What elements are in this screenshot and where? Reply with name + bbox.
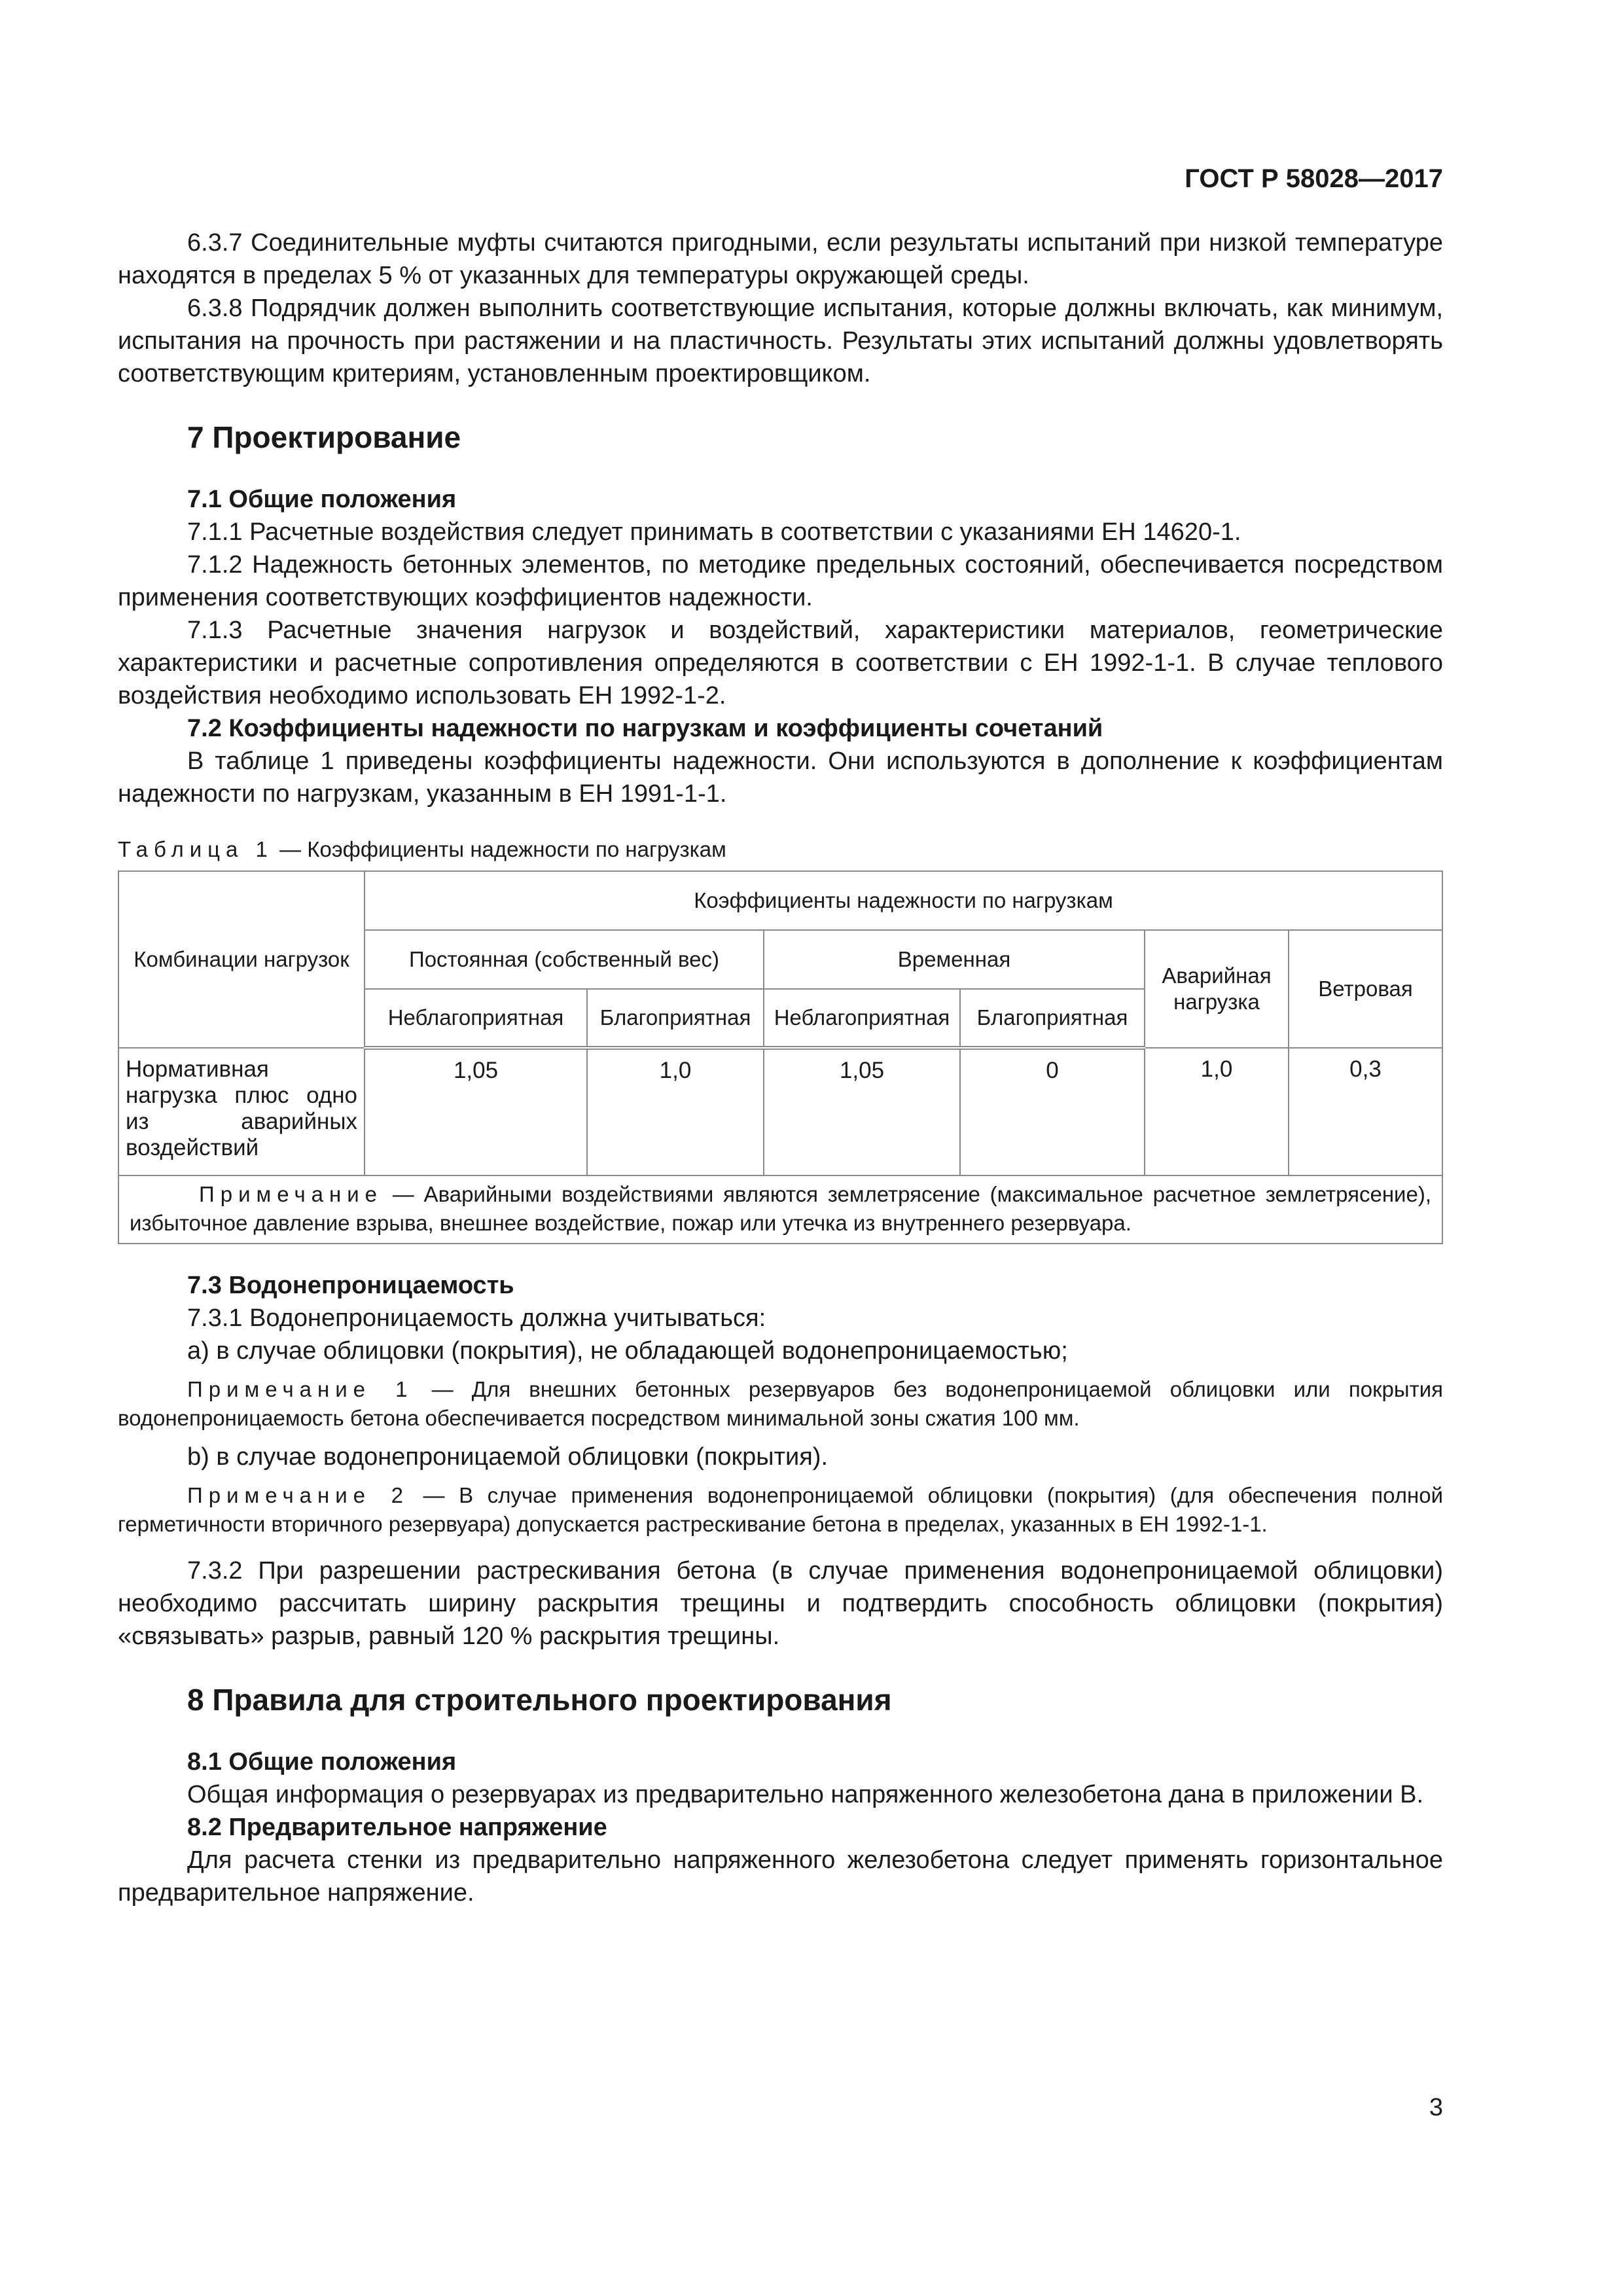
subsection-8-2-heading: 8.2 Предварительное напряжение xyxy=(187,1814,607,1841)
header-favourable-permanent: Благоприятная xyxy=(587,989,764,1048)
subsection-7-1-heading: 7.1 Общие положения xyxy=(187,486,457,513)
header-variable-load: Временная xyxy=(764,930,1145,989)
header-favourable-variable: Благоприятная xyxy=(960,989,1145,1048)
page-content xyxy=(118,226,1443,1909)
list-item-b: b) в случае водонепроницаемой облицовки (покрытия). xyxy=(187,1443,829,1471)
para-7-3-1: 7.3.1 Водонепроницаемость должна учитываться: xyxy=(187,1304,766,1332)
value-wind: 0,3 xyxy=(1289,1048,1442,1175)
standard-number: ГОСТ Р 58028—2017 xyxy=(1185,164,1443,193)
header-load-factors: Коэффициенты надежности по нагрузкам xyxy=(365,871,1442,930)
load-factors-table xyxy=(118,870,1443,1244)
para-7-2: В таблице 1 приведены коэффициенты надежности. Они используются в дополнение к коэффициентам надежности по нагрузкам, указанным в ЕН 1991-1-1. xyxy=(118,747,1443,808)
para-8-1: Общая информация о резервуарах из предварительно напряженного железобетона дана в приложении В. xyxy=(187,1781,1424,1808)
page-number: 3 xyxy=(1429,2094,1443,2121)
list-item-a: a) в случае облицовки (покрытия), не обладающей водонепроницаемостью; xyxy=(187,1337,1068,1365)
para-7-1-1: 7.1.1 Расчетные воздействия следует принимать в соответствии с указаниями ЕН 14620-1. xyxy=(187,518,1241,546)
value-permanent-favourable: 1,0 xyxy=(587,1048,764,1175)
header-permanent-load: Постоянная (собственный вес) xyxy=(365,930,764,989)
para-6-3-8: 6.3.8 Подрядчик должен выполнить соответствующие испытания, которые должны включать, как минимум, испытания на прочность при растяжении и на пластичность. Результаты этих испытаний должны удовлетворять соответствующим критериям, установленным проектировщиком. xyxy=(118,295,1443,387)
para-7-3-2: 7.3.2 При разрешении растрескивания бетона (в случае применения водонепроницаемой облицовки) необходимо рассчитать ширину раскрытия трещины и подтвердить способность облицовки (покрытия) «связывать» разрыв, равный 120 % раскрытия трещины. xyxy=(118,1557,1443,1650)
header-unfavourable-permanent: Неблагоприятная xyxy=(365,989,587,1048)
para-7-1-3: 7.1.3 Расчетные значения нагрузок и воздействий, характеристики материалов, геометрические характеристики и расчетные сопротивления определяются в соответствии с ЕН 1992-1-1. В случае теплового воздействия необходимо использовать ЕН 1992-1-2. xyxy=(118,617,1443,709)
value-variable-unfavourable: 1,05 xyxy=(764,1048,960,1175)
subsection-8-1-heading: 8.1 Общие положения xyxy=(187,1748,457,1776)
header-load-combinations: Комбинации нагрузок xyxy=(118,871,365,1048)
table-caption: Таблица 1 — Коэффициенты надежности по нагрузкам xyxy=(118,837,726,861)
table-note: Примечание — Аварийными воздействиями являются землетрясение (максимальное расчетное землетрясение), избыточное давление взрыва, внешнее воздействие, пожар или утечка из внутреннего резервуара. xyxy=(118,1175,1442,1244)
section-7-heading: 7 Проектирование xyxy=(187,420,461,454)
subsection-7-2-heading: 7.2 Коэффициенты надежности по нагрузкам и коэффициенты сочетаний xyxy=(187,715,1103,742)
header-unfavourable-variable: Неблагоприятная xyxy=(764,989,960,1048)
value-permanent-unfavourable: 1,05 xyxy=(365,1048,587,1175)
header-wind-load: Ветровая xyxy=(1289,930,1442,1048)
para-7-1-2: 7.1.2 Надежность бетонных элементов, по методике предельных состояний, обеспечивается посредством применения соответствующих коэффициентов надежности. xyxy=(118,551,1443,611)
para-6-3-7: 6.3.7 Соединительные муфты считаются пригодными, если результаты испытаний при низкой температуре находятся в пределах 5 % от указанных для температуры окружающей среды. xyxy=(118,229,1443,289)
subsection-7-3-heading: 7.3 Водонепроницаемость xyxy=(187,1272,514,1299)
row-label-normative-plus-accidental: Нормативная нагрузка плюс одно из аварийных воздействий xyxy=(118,1048,365,1175)
value-accidental: 1,0 xyxy=(1145,1048,1289,1175)
note-2: Примечание 2 — В случае применения водонепроницаемой облицовки (покрытия) (для обеспечения полной герметичности вторичного резервуара) допускается растрескивание бетона в пределах, указанных в ЕН 1992-1-1. xyxy=(118,1483,1443,1536)
section-8-heading: 8 Правила для строительного проектирования xyxy=(187,1683,892,1717)
note-1: Примечание 1 — Для внешних бетонных резервуаров без водонепроницаемой облицовки или покрытия водонепроницаемость бетона обеспечивается посредством минимальной зоны сжатия 100 мм. xyxy=(118,1377,1443,1430)
header-accidental-load: Аварийная нагрузка xyxy=(1145,930,1289,1048)
para-8-2: Для расчета стенки из предварительно напряженного железобетона следует применять горизонтальное предварительное напряжение. xyxy=(118,1846,1443,1907)
value-variable-favourable: 0 xyxy=(960,1048,1145,1175)
